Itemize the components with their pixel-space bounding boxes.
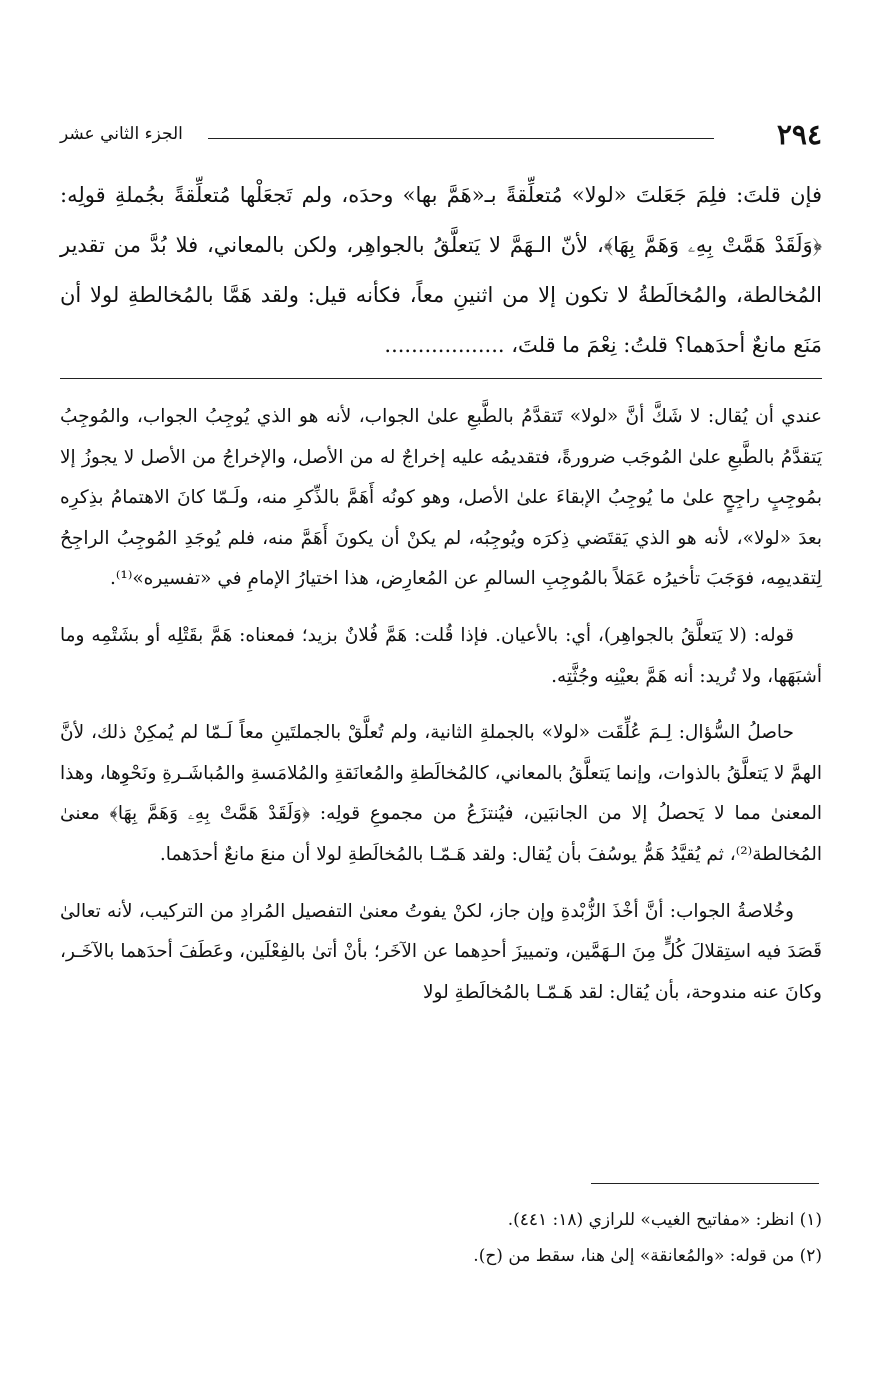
page-number: ٢٩٤ [776, 118, 822, 151]
main-text [60, 170, 822, 370]
footnote-2: (٢) من قوله: «والمُعانقة» إلىٰ هنا، سقط من (ح). [473, 1246, 822, 1266]
footnote-rule [591, 1183, 819, 1184]
footnote-1: (١) انظر: «مفاتيح الغيب» للرازي (١٨: ٤٤١). [507, 1210, 822, 1230]
commentary-paragraph-2: قوله: (لا يَتعلَّقُ بالجواهِر)، أي: بالأعيان. فإذا قُلت: هَمَّ فُلانٌ بزيد؛ فمعناه: هَمَّ بقَتْلِه أو بشَتْمِه وما أشبَهَها، ولا تُريد: أنه هَمَّ بعيْنِه وجُثَّتِه. [60, 624, 822, 687]
footnotes [60, 1202, 822, 1274]
commentary-paragraph-1: عندي أن يُقال: لا شَكَّ أنَّ «لولا» تَتقدَّمُ بالطَّبعِ علىٰ الجواب، لأنه هو الذي يُوجِبُ الجواب، والمُوجِبُ يَتقدَّمُ بالطَّبعِ علىٰ المُوجَب ضرورةً، فتقديمُه عليه إخراجٌ له من الأصل، والإخراجُ من الأصل لا يجوزُ إلا بمُوجِبٍ راجِحٍ علىٰ ما يُوجِبُ الإبقاءَ علىٰ الأصل، وهو كونُه أَهَمَّ بالذِّكرِ منه، ولَـمّا كانَ الاهتمامُ بذِكرِه بعدَ «لولا»، لأنه هو الذي يَقتَضي ذِكرَه ويُوجِبُه، لم يكنْ أن يكونَ أَهَمَّ منه، فلم يُوجَدِ المُوجِبُ الراجِحُ لِتقديمِه، فوَجَبَ تأخيرُه عَمَلاً بالمُوجِبِ السالمِ عن المُعارِض، هذا اختيارُ الإمامِ في «تفسيره»⁽¹⁾. [60, 406, 822, 590]
text-commentary-separator [60, 378, 822, 379]
commentary-paragraph-4: وخُلاصةُ الجواب: أنَّ أخْذَ الزُّبْدةِ وإن جاز، لكنْ يفوتُ معنىٰ التفصيل المُرادِ من التركيب، لأنه تعالىٰ قَصَدَ فيه استِقلالَ كُلٍّ مِنَ الـهَمَّين، وتمييزَ أحدِهما عن الآخَر؛ بأنْ أتىٰ بالفِعْلَين، وعَطَفَ أحدَهما بالآخَـر، وكانَ عنه مندوحة، بأن يُقال: لقد هَـمّـا بالمُخالَطةِ لولا [60, 900, 822, 1003]
commentary-paragraph-3: حاصلُ السُّؤال: لِـمَ عُلِّقَت «لولا» بالجملةِ الثانية، ولم تُعلَّقْ بالجملتَينِ معاً لَـمّا لم يُمكِنْ ذلك، لأنَّ الهمَّ لا يَتعلَّقُ بالذوات، وإنما يَتعلَّقُ بالمعاني، كالمُخالَطةِ والمُعانَقةِ والمُلامَسةِ والمُباشَـرةِ ونَحْوِها، وهذا المعنىٰ مما لا يَحصلُ إلا من الجانبَين، فيُنتزَعُ من مجموعِ قولِه: ﴿وَلَقَدْ هَمَّتْ بِهِۦ وَهَمَّ بِهَا﴾ معنىٰ المُخالطة⁽²⁾، ثم يُقيَّدُ هَمُّ يوسُفَ بأن يُقال: ولقد هَـمّـا بالمُخالَطةِ لولا أن منعَ مانعٌ أحدَهما. [60, 722, 822, 865]
running-title: الجزء الثاني عشر [60, 124, 183, 144]
page-header [60, 118, 822, 158]
header-rule [208, 138, 714, 139]
commentary [60, 397, 822, 1029]
main-text-paragraph: فإن قلتَ: فلِمَ جَعَلتَ «لولا» مُتعلِّقةً بـ«هَمَّ بها» وحدَه، ولم تَجعَلْها مُتعلِّقةً بجُملةِ قولِه: ﴿وَلَقَدْ هَمَّتْ بِهِۦ وَهَمَّ بِهَا﴾، لأنّ الـهَمَّ لا يَتعلَّقُ بالجواهِر، ولكن بالمعاني، فلا بُدَّ من تقدير المُخالطة، والمُخالَطةُ لا تكون إلا من اثنينِ معاً، فكأنه قيل: ولقد هَمَّا بالمُخالطةِ لولا أن مَنَع مانعٌ أحدَهما؟ قلتُ: نِعْمَ ما قلتَ، .................. [60, 183, 822, 357]
